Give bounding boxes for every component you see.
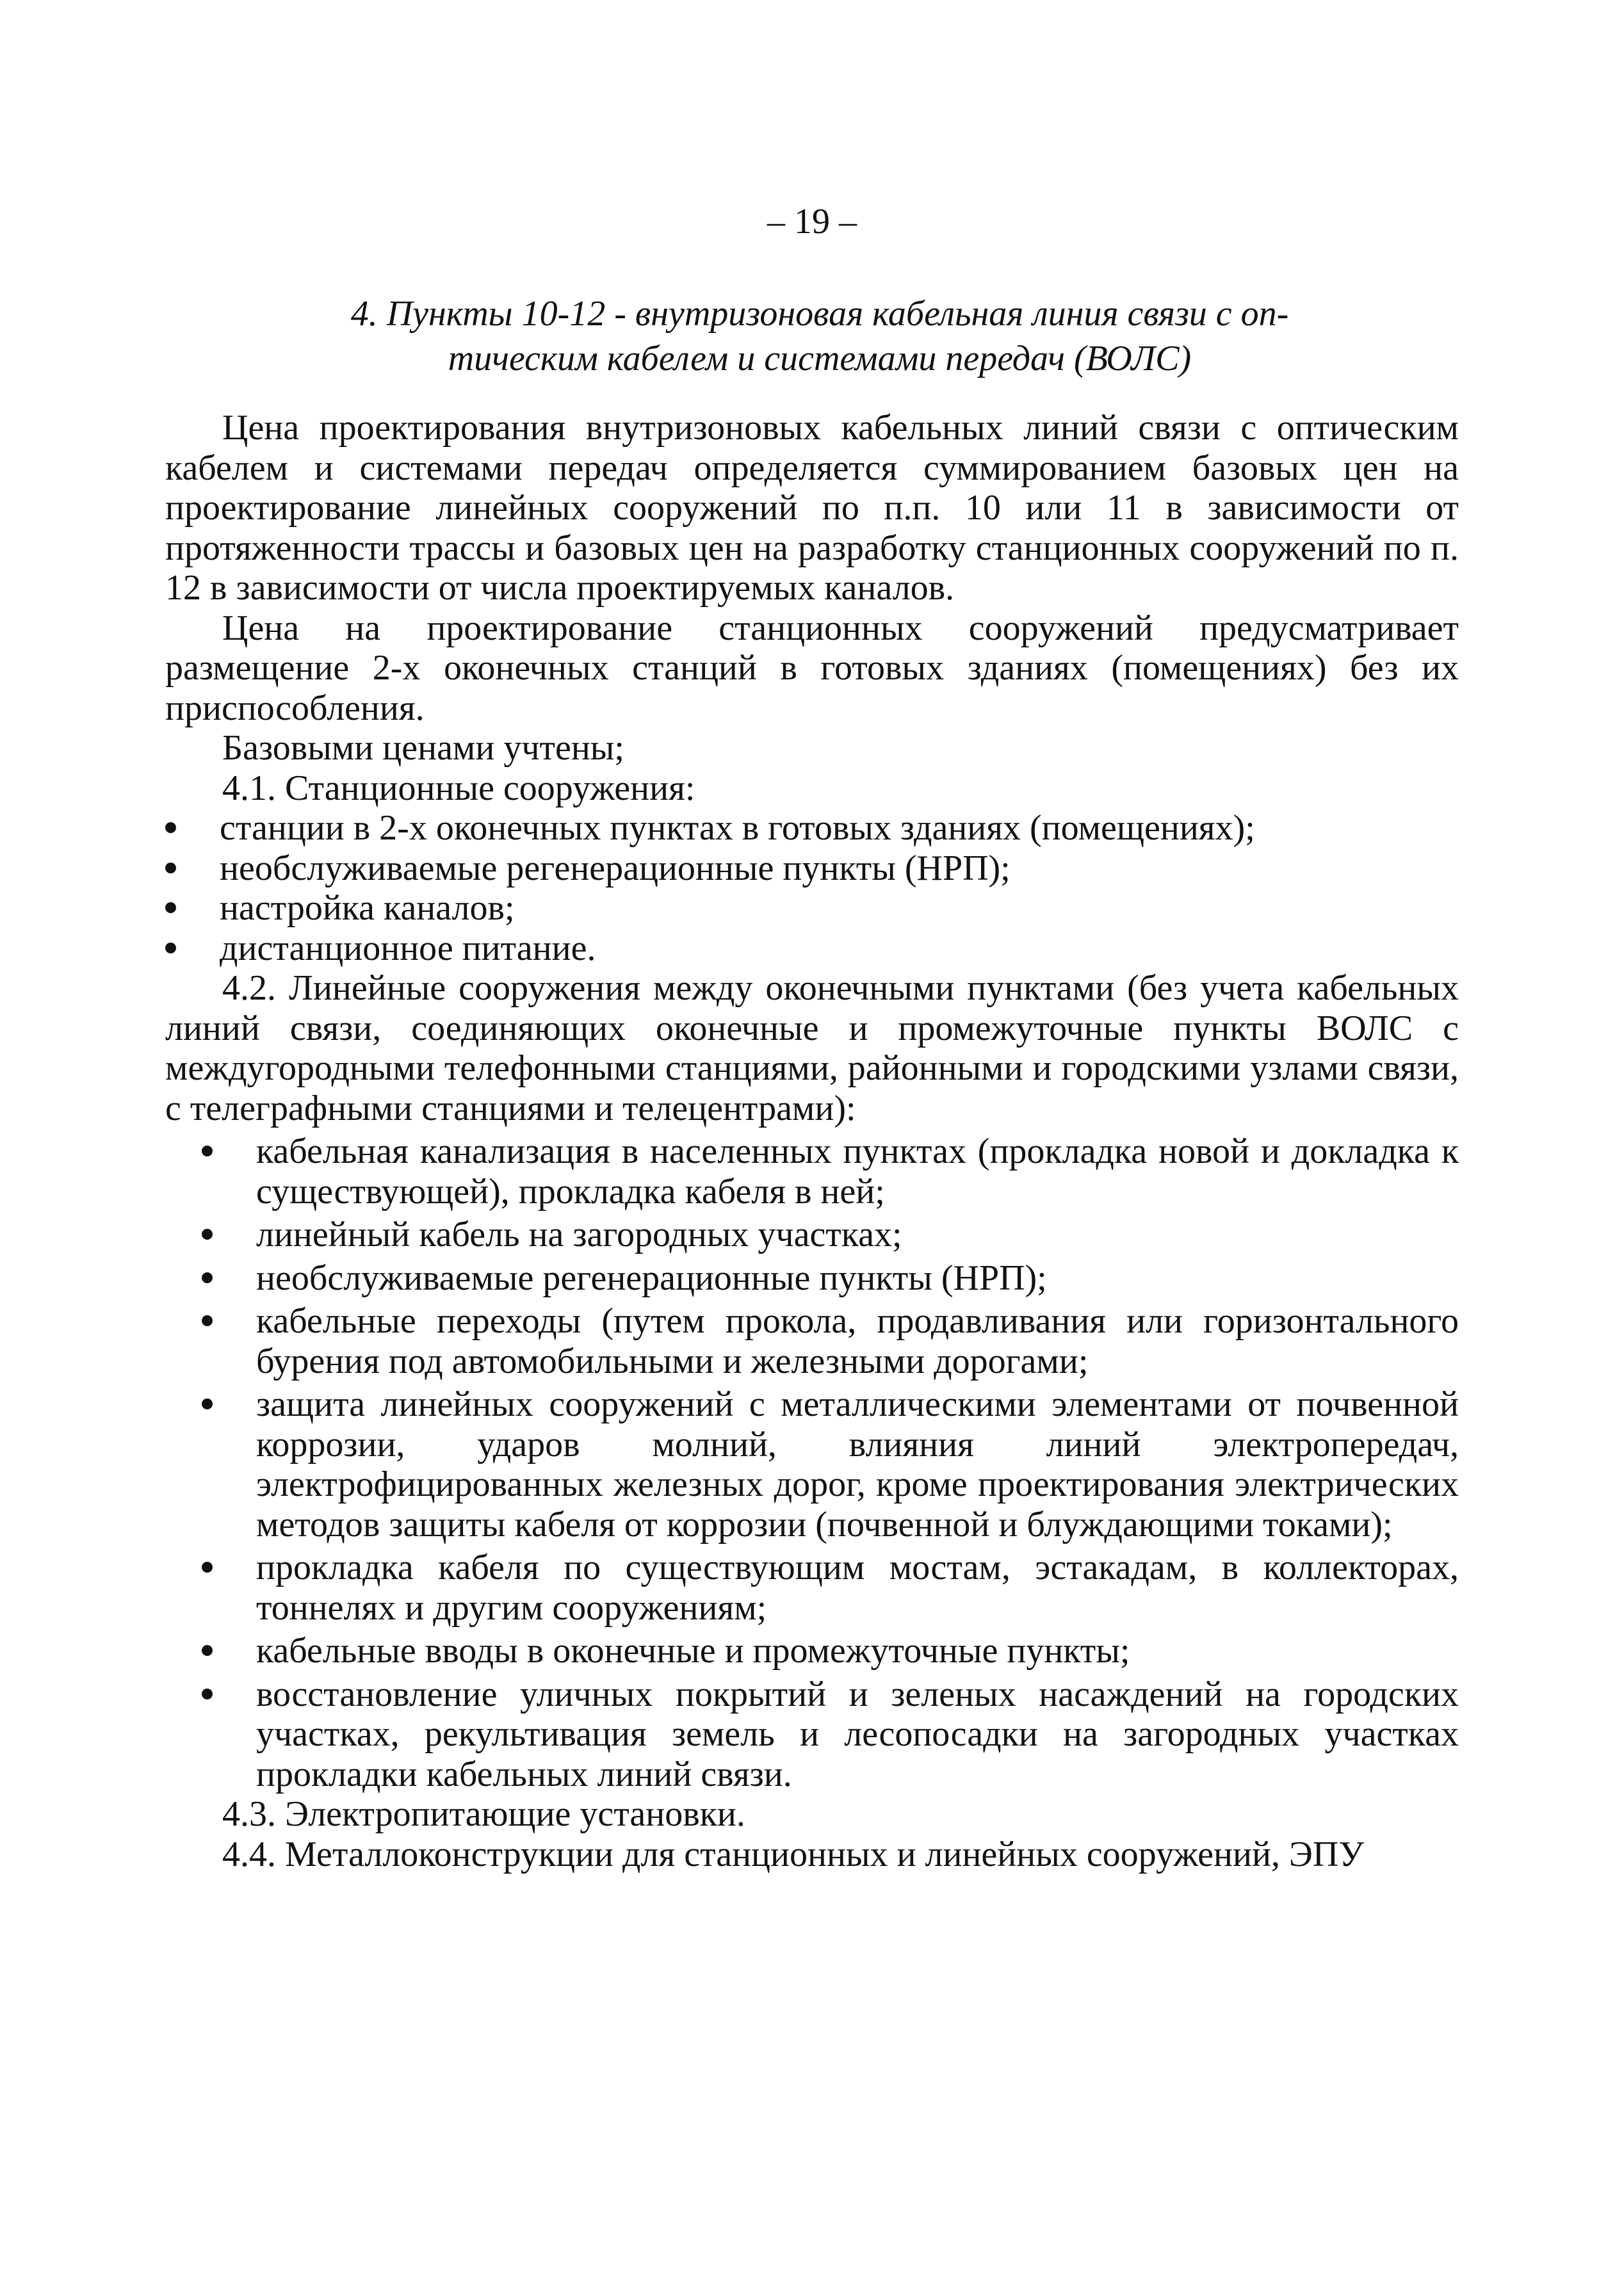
bullet-icon [165,822,176,833]
paragraph-included: Базовыми ценами учтены; [222,728,624,768]
list-item: кабельные вводы в оконечные и промежуточные пункты; [202,1631,1459,1671]
bullet-icon [202,1645,213,1656]
subsection-4-4: 4.4. Металлоконструкции для станционных и линейных сооружений, ЭПУ [222,1834,1364,1874]
subsection-4-1: 4.1. Станционные сооружения: [222,768,695,808]
list-item: защита линейных сооружений с металлическими элементами от почвенной коррозии, ударов молний, влияния линий электропередач, электрофицированных железных дорог, кроме проектирования электрических методов защиты кабеля от коррозии (почвенной и блуждающими токами); [202,1384,1459,1544]
list-item: восстановление уличных покрытий и зеленых насаждений на городских участках, рекультивация земель и лесопосадки на загородных участках прокладки кабельных линий связи. [202,1674,1459,1795]
bullet-icon [165,863,176,873]
bullet-icon [202,1272,213,1283]
bullet-icon [165,943,176,953]
page-number: – 19 – [767,202,857,241]
paragraph-station-pricing: Цена на проектирование станционных сооружений предусматривает размещение 2-х оконечных станций в готовых зданиях (помещениях) без их приспособления. [165,608,1459,728]
section-heading [243,291,1396,381]
list-item: кабельная канализация в населенных пунктах (прокладка новой и докладка к существующей), прокладка кабеля в ней; [202,1131,1459,1212]
list-station-facilities [165,808,1459,968]
list-item: необслуживаемые регенерационные пункты (НРП); [165,848,1459,889]
list-item: настройка каналов; [165,888,1459,928]
list-item: дистанционное питание. [165,928,1459,969]
bullet-icon [202,1229,213,1240]
list-item: линейный кабель на загородных участках; [202,1215,1459,1255]
list-item: необслуживаемые регенерационные пункты (НРП); [202,1258,1459,1299]
bullet-icon [165,902,176,913]
subsection-4-3: 4.3. Электропитающие установки. [222,1794,745,1834]
bullet-icon [202,1146,213,1156]
list-linear-facilities [165,1131,1459,1794]
bullet-icon [202,1689,213,1699]
list-item: прокладка кабеля по существующим мостам, эстакадам, в коллекторах, тоннелях и другим сооружениям; [202,1548,1459,1628]
bullet-icon [202,1315,213,1326]
subsection-4-2: 4.2. Линейные сооружения между оконечными пунктами (без учета кабельных линий связи, соединяющих оконечные и промежуточные пункты ВОЛС с междугородными телефонными станциями, районными и городскими узлами связи, с телеграфными станциями и телецентрами): [165,968,1459,1128]
bullet-icon [202,1562,213,1573]
list-item: кабельные переходы (путем прокола, продавливания или горизонтального бурения под автомобильными и железными дорогами; [202,1301,1459,1381]
paragraph-pricing: Цена проектирования внутризоновых кабельных линий связи с оптическим кабелем и системами передач определяется суммированием базовых цен на проектирование линейных сооружений по п.п. 10 или 11 в зависимости от протяженности трассы и базовых цен на разработку станционных сооружений по п. 12 в зависимости от числа проектируемых каналов. [165,408,1459,608]
section-heading-line-1: 4. Пункты 10-12 - внутризоновая кабельная линия связи с оп- [350,294,1289,334]
section-heading-line-2: тическим кабелем и системами передач (ВОЛС) [448,339,1192,378]
document-body [165,408,1459,1874]
list-item: станции в 2-х оконечных пунктах в готовых зданиях (помещениях); [165,808,1459,848]
bullet-icon [202,1398,213,1409]
